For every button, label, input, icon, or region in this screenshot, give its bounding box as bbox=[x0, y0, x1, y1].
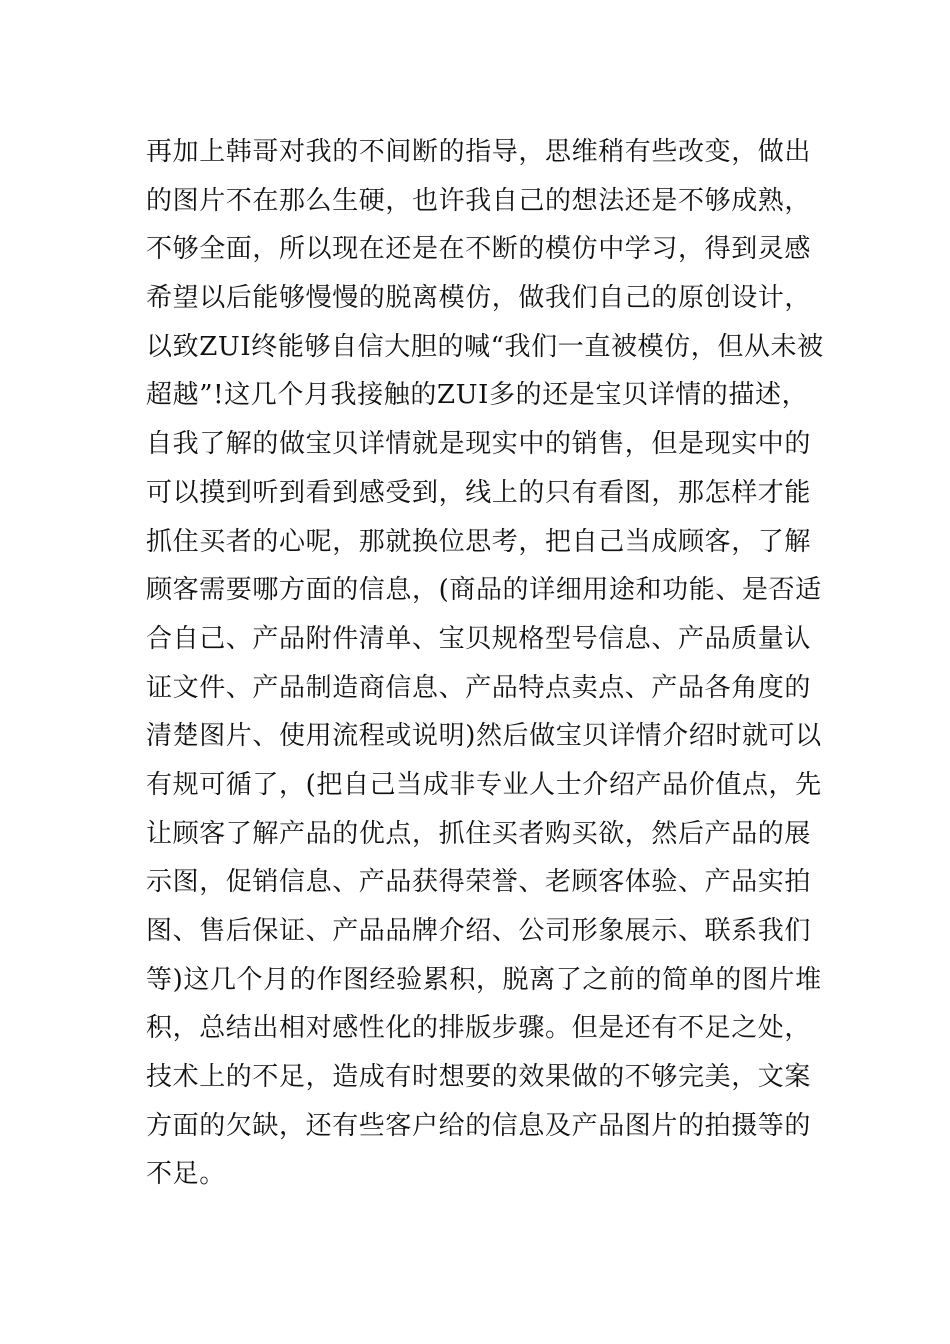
text-line: 再加上韩哥对我的不间断的指导，思维稍有些改变，做出 bbox=[146, 137, 812, 167]
text-line: 抓住买者的心呢，那就换位思考，把自己当成顾客，了解 bbox=[146, 526, 812, 557]
text-line: 示图，促销信息、产品获得荣誉、老顾客体验、产品实拍 bbox=[146, 867, 812, 898]
text-line: 自我了解的做宝贝详情就是现实中的销售，但是现实中的 bbox=[146, 429, 812, 460]
text-line: 有规可循了，(把自己当成非专业人士介绍产品价值点，先 bbox=[146, 769, 822, 800]
text-line: 超越”!这几个月我接触的ZUI多的还是宝贝详情的描述， bbox=[146, 380, 809, 411]
text-line: 可以摸到听到看到感受到，线上的只有看图，那怎样才能 bbox=[146, 477, 812, 508]
text-line: 以致ZUI终能够自信大胆的喊“我们一直被模仿，但从未被 bbox=[146, 331, 824, 362]
text-line: 图、售后保证、产品品牌介绍、公司形象展示、联系我们 bbox=[146, 916, 812, 946]
text-line: 合自己、产品附件清单、宝贝规格型号信息、产品质量认 bbox=[146, 623, 812, 654]
text-line: 的图片不在那么生硬，也许我自己的想法还是不够成熟， bbox=[146, 185, 812, 216]
text-line: 方面的欠缺，还有些客户给的信息及产品图片的拍摄等的 bbox=[146, 1110, 812, 1141]
text-line: 希望以后能够慢慢的脱离模仿，做我们自己的原创设计， bbox=[146, 283, 812, 314]
body-paragraph bbox=[146, 128, 826, 1199]
text-line: 不足。 bbox=[146, 1159, 226, 1190]
text-line: 积，总结出相对感性化的排版步骤。但是还有不足之处， bbox=[146, 1013, 812, 1044]
text-line: 清楚图片、使用流程或说明)然后做宝贝详情介绍时就可以 bbox=[146, 721, 822, 752]
text-line: 让顾客了解产品的优点，抓住买者购买欲，然后产品的展 bbox=[146, 818, 812, 849]
text-line: 技术上的不足，造成有时想要的效果做的不够完美，文案 bbox=[146, 1062, 812, 1093]
text-line: 等)这几个月的作图经验累积，脱离了之前的简单的图片堆 bbox=[146, 964, 822, 995]
text-line: 证文件、产品制造商信息、产品特点卖点、产品各角度的 bbox=[146, 672, 812, 703]
text-line: 顾客需要哪方面的信息，(商品的详细用途和功能、是否适 bbox=[146, 575, 822, 606]
text-line: 不够全面，所以现在还是在不断的模仿中学习，得到灵感 bbox=[146, 234, 812, 265]
